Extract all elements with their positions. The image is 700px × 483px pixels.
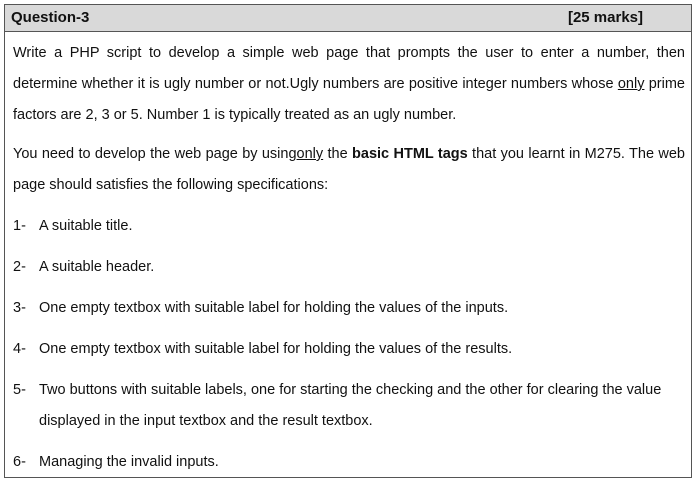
list-item xyxy=(13,211,685,242)
instructions-paragraph xyxy=(13,139,685,201)
instructions-bold: basic HTML tags xyxy=(352,146,468,162)
list-item xyxy=(13,252,685,283)
list-item xyxy=(13,375,685,437)
instructions-text-2: the xyxy=(323,146,353,162)
intro-underline: only xyxy=(617,76,645,92)
list-item xyxy=(13,447,685,478)
question-box xyxy=(4,4,692,478)
intro-text-1: Write a PHP script to develop a simple web page that prompts the user to enter a number, then determine whether it is ugly number or not.Ugly numbers are positive integer numbers whose xyxy=(13,45,685,92)
list-item-number: 5- xyxy=(13,382,26,398)
list-item-text: One empty textbox with suitable label for holding the values of the results. xyxy=(39,341,513,357)
list-item-text: A suitable title. xyxy=(39,218,133,234)
list-item-number: 3- xyxy=(13,300,26,316)
intro-text-2: prime factors are 2, 3 or 5. Number 1 is typically treated as an ugly number. xyxy=(13,76,685,123)
specifications-list xyxy=(13,211,685,478)
instructions-underline: only xyxy=(296,146,324,162)
question-header xyxy=(5,5,691,32)
list-item xyxy=(13,293,685,324)
list-item-text: Two buttons with suitable labels, one for starting the checking and the other for clearing the value displayed in the input textbox and the result textbox. xyxy=(39,382,662,429)
instructions-text-1: You need to develop the web page by using xyxy=(13,146,297,162)
list-item-text: One empty textbox with suitable label for holding the values of the inputs. xyxy=(39,300,509,316)
list-item-number: 6- xyxy=(13,454,26,470)
list-item-number: 4- xyxy=(13,341,26,357)
question-marks: [25 marks] xyxy=(567,9,643,26)
list-item-text: Managing the invalid inputs. xyxy=(39,454,219,470)
question-number: Question-3 xyxy=(11,9,90,26)
list-item xyxy=(13,334,685,365)
intro-paragraph xyxy=(13,38,685,131)
list-item-text: A suitable header. xyxy=(39,259,155,275)
list-item-number: 1- xyxy=(13,218,26,234)
question-content xyxy=(5,38,691,478)
instructions-text-3: that you learnt in M275. The web page should satisfies the following specifications: xyxy=(13,146,685,193)
list-item-number: 2- xyxy=(13,259,26,275)
